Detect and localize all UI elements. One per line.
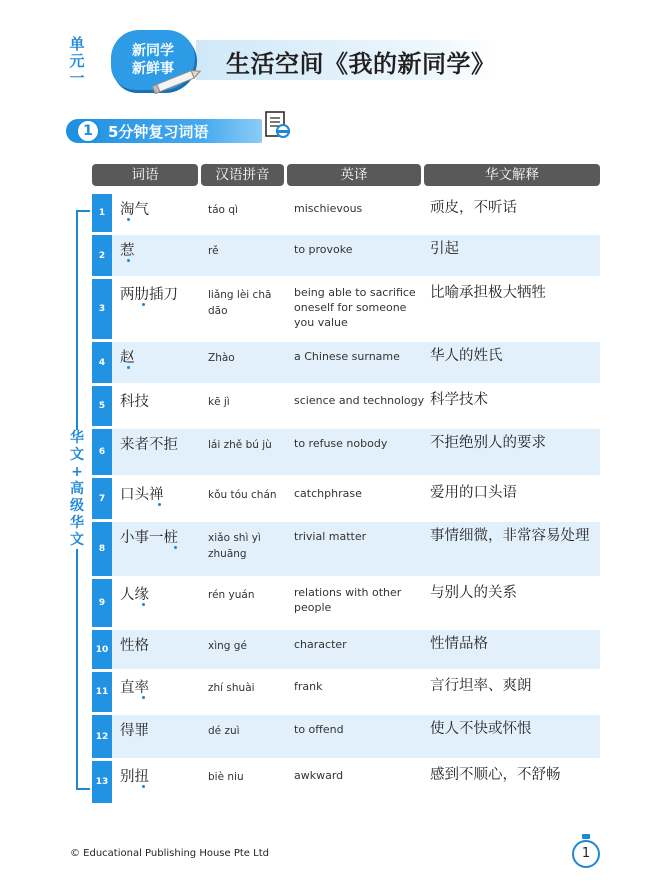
- row-pinyin: Zhào: [208, 352, 235, 364]
- row-pinyin: liǎng lèi chā dāo: [208, 289, 272, 317]
- row-explanation: 事情细微，非常容易处理: [430, 528, 590, 544]
- column-header-word: 词语: [92, 164, 198, 186]
- vocab-row: [92, 386, 600, 426]
- row-pinyin: xiǎo shì yì zhuāng: [208, 532, 261, 560]
- side-label-char: 文: [70, 447, 84, 463]
- row-explanation: 顽皮，不听话: [430, 200, 517, 216]
- tone-dot: [142, 303, 145, 306]
- row-explanation: 引起: [430, 241, 459, 257]
- row-number: 7: [92, 478, 112, 519]
- side-label: [66, 430, 88, 549]
- row-word: 性格: [120, 638, 149, 654]
- row-english: frank: [294, 680, 323, 693]
- row-english: a Chinese surname: [294, 350, 400, 363]
- row-number: 8: [92, 522, 112, 576]
- row-explanation: 科学技术: [430, 392, 488, 408]
- tone-dot: [142, 696, 145, 699]
- row-pinyin: kǒu tóu chán: [208, 489, 277, 501]
- copyright-footer: © Educational Publishing House Pte Ltd: [70, 848, 269, 859]
- row-number: 9: [92, 579, 112, 627]
- vocab-row: [92, 429, 600, 475]
- row-explanation: 性情品格: [430, 636, 488, 652]
- column-header-pinyin: 汉语拼音: [201, 164, 284, 186]
- row-number: 5: [92, 386, 112, 426]
- row-explanation: 感到不顺心，不舒畅: [430, 767, 561, 783]
- tone-dot: [158, 503, 161, 506]
- vocab-row: [92, 478, 600, 519]
- row-explanation: 使人不快或怀恨: [430, 721, 532, 737]
- row-word: 科技: [120, 394, 149, 410]
- row-pinyin: lái zhě bú jù: [208, 439, 272, 451]
- document-icon: [262, 110, 292, 142]
- vocab-row: [92, 579, 600, 627]
- vocab-row: [92, 342, 600, 383]
- row-pinyin: dé zuì: [208, 725, 240, 737]
- stopwatch-knob: [582, 834, 590, 839]
- vocab-row: [92, 630, 600, 669]
- row-pinyin: zhí shuài: [208, 682, 255, 694]
- side-label-char: 华: [70, 515, 84, 531]
- row-explanation: 言行坦率、爽朗: [430, 678, 532, 694]
- vocab-row: [92, 715, 600, 758]
- row-english: to provoke: [294, 243, 353, 256]
- row-explanation: 与别人的关系: [430, 585, 517, 601]
- column-header-explanation: 华文解释: [424, 164, 600, 186]
- row-english: being able to sacrifice oneself for someone you value: [294, 286, 416, 329]
- row-pinyin: táo qì: [208, 204, 238, 216]
- row-explanation: 比喻承担极大牺牲: [430, 285, 546, 301]
- row-english: catchphrase: [294, 487, 362, 500]
- row-number: 10: [92, 630, 112, 669]
- row-number: 6: [92, 429, 112, 475]
- unit-label-char: 单: [69, 35, 85, 53]
- tone-dot: [142, 603, 145, 606]
- section-number: 1: [76, 119, 100, 143]
- row-pinyin: rě: [208, 245, 219, 257]
- page-title: 生活空间《我的新同学》: [226, 50, 496, 78]
- badge-line1: 新同学: [132, 43, 174, 59]
- row-word: 口头禅: [120, 487, 164, 503]
- column-header-english: 英译: [287, 164, 421, 186]
- row-english: to refuse nobody: [294, 437, 388, 450]
- side-label-char: 文: [70, 532, 84, 548]
- vocab-row: [92, 194, 600, 232]
- row-word: 来者不拒: [120, 437, 178, 453]
- row-english: mischievous: [294, 202, 363, 215]
- row-number: 3: [92, 279, 112, 339]
- row-word: 直率: [120, 680, 149, 696]
- row-explanation: 爱用的口头语: [430, 485, 517, 501]
- row-pinyin: xìng gé: [208, 640, 247, 652]
- row-number: 2: [92, 235, 112, 276]
- row-number: 11: [92, 672, 112, 712]
- unit-label: [64, 36, 90, 87]
- badge-line2: 新鲜事: [132, 61, 174, 77]
- side-bracket-top: [76, 210, 90, 212]
- side-label-char: 高: [70, 481, 84, 497]
- row-word: 淘气: [120, 202, 149, 218]
- row-number: 4: [92, 342, 112, 383]
- tone-dot: [127, 259, 130, 262]
- row-pinyin: kē jì: [208, 396, 230, 408]
- row-word: 别扭: [120, 769, 149, 785]
- pencil-icon: [150, 68, 202, 94]
- row-word: 小事一桩: [120, 530, 178, 546]
- tone-dot: [142, 785, 145, 788]
- row-english: to offend: [294, 723, 344, 736]
- row-number: 1: [92, 194, 112, 232]
- side-label-char: 级: [70, 498, 84, 514]
- tone-dot: [127, 366, 130, 369]
- row-english: relations with other people: [294, 586, 402, 614]
- tone-dot: [174, 546, 177, 549]
- row-number: 13: [92, 761, 112, 803]
- row-pinyin: rén yuán: [208, 589, 255, 601]
- vocab-row: [92, 761, 600, 803]
- row-explanation: 不拒绝别人的要求: [430, 435, 546, 451]
- vocab-row: [92, 235, 600, 276]
- vocab-row: [92, 672, 600, 712]
- row-word: 惹: [120, 243, 135, 259]
- row-pinyin: biè niu: [208, 771, 244, 783]
- row-english: trivial matter: [294, 530, 367, 543]
- vocab-row: [92, 522, 600, 576]
- section-title: 5分钟复习词语: [108, 123, 209, 141]
- side-label-char: +: [71, 464, 83, 480]
- unit-label-char: 一: [69, 69, 85, 87]
- row-number: 12: [92, 715, 112, 758]
- row-word: 赵: [120, 350, 135, 366]
- side-bracket-bottom: [76, 788, 90, 790]
- row-english: science and technology: [294, 394, 425, 407]
- page-number: 1: [572, 840, 600, 868]
- row-word: 得罪: [120, 723, 149, 739]
- row-explanation: 华人的姓氏: [430, 348, 503, 364]
- row-english: awkward: [294, 769, 344, 782]
- row-word: 人缘: [120, 587, 149, 603]
- row-english: character: [294, 638, 347, 651]
- side-label-char: 华: [70, 430, 84, 446]
- tone-dot: [127, 218, 130, 221]
- row-word: 两肋插刀: [120, 287, 178, 303]
- vocab-row: [92, 279, 600, 339]
- unit-label-char: 元: [69, 52, 85, 70]
